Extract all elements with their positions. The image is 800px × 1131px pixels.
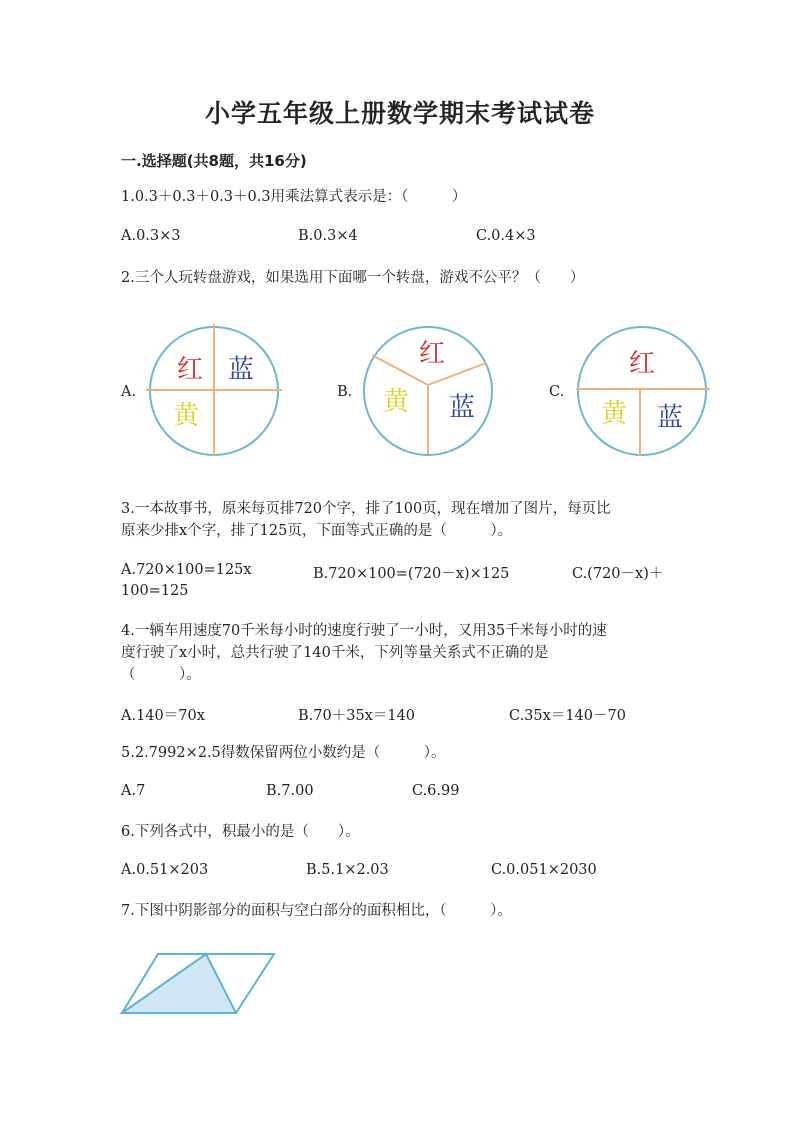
- spinner-b-red-label: 红: [418, 339, 446, 369]
- question-4-stem-line-3: （ ）。: [121, 667, 201, 683]
- spinner-a-red-label: 红: [176, 355, 204, 385]
- question-4-stem-line-1: 4.一辆车用速度70千米每小时的速度行驶了一小时，又用35千米每小时的速: [121, 623, 607, 639]
- question-5-stem: 5.2.7992×2.5得数保留两位小数约是（ ）。: [121, 745, 446, 761]
- spinner-a: [142, 320, 288, 462]
- spinner-c-circle: [578, 327, 706, 455]
- question-3-stem-line-1: 3.一本故事书，原来每页排720个字，排了100页，现在增加了图片，每页比: [121, 501, 611, 517]
- question-2-stem: 2.三个人玩转盘游戏，如果选用下面哪一个转盘，游戏不公平？（ ）: [121, 270, 585, 286]
- question-5-option-b[interactable]: B.7.00: [266, 783, 314, 799]
- spinner-b-yellow-label: 黄: [382, 387, 410, 417]
- spinner-b-label[interactable]: B.: [337, 384, 353, 400]
- spinner-c-red-label: 红: [628, 349, 656, 379]
- question-4-option-b[interactable]: B.70＋35x＝140: [298, 708, 416, 724]
- question-3-option-b[interactable]: B.720×100=(720－x)×125: [313, 566, 510, 582]
- question-4-option-c[interactable]: C.35x＝140－70: [509, 708, 626, 724]
- question-4-stem-line-2: 度行驶了x小时，总共行驶了140千米，下列等量关系式不正确的是: [121, 645, 549, 661]
- spinner-b: [358, 320, 500, 462]
- spinner-a-yellow-label: 黄: [172, 401, 200, 431]
- question-3-option-c[interactable]: C.(720－x)＋: [572, 566, 664, 582]
- spinner-c: [570, 320, 716, 462]
- spinner-c-yellow-label: 黄: [600, 399, 628, 429]
- spinner-c-blue-label: 蓝: [656, 403, 684, 433]
- question-6-option-a[interactable]: A.0.51×203: [121, 862, 209, 878]
- section-heading: 一.选择题(共8题，共16分): [121, 152, 307, 170]
- question-7-stem: 7.下图中阴影部分的面积与空白部分的面积相比，（ ）。: [121, 903, 512, 919]
- question-3-option-a[interactable]: A.720×100=125x: [121, 562, 252, 578]
- parallelogram-figure: [118, 950, 280, 1018]
- page-title: 小学五年级上册数学期末考试试卷: [204, 99, 595, 128]
- question-6-stem: 6.下列各式中，积最小的是（ ）。: [121, 824, 360, 840]
- question-6-option-b[interactable]: B.5.1×2.03: [306, 862, 389, 878]
- question-6-option-c[interactable]: C.0.051×2030: [491, 862, 597, 878]
- question-4-option-a[interactable]: A.140＝70x: [121, 708, 205, 724]
- spinner-a-label[interactable]: A.: [121, 384, 137, 400]
- question-1-stem: 1.0.3＋0.3＋0.3＋0.3用乘法算式表示是：（ ）: [121, 189, 467, 205]
- question-3-stem-line-2: 原来少排x个字，排了125页，下面等式正确的是（ ）。: [121, 523, 513, 539]
- question-5-option-a[interactable]: A.7: [121, 783, 146, 799]
- question-1-option-a[interactable]: A.0.3×3: [121, 228, 181, 244]
- question-1-option-b[interactable]: B.0.3×4: [298, 228, 358, 244]
- question-3-option-c-continued: 100=125: [121, 583, 189, 599]
- spinner-a-blue-label: 蓝: [227, 355, 255, 385]
- question-1-option-c[interactable]: C.0.4×3: [476, 228, 536, 244]
- spinner-b-blue-label: 蓝: [448, 393, 476, 423]
- spinner-c-label[interactable]: C.: [549, 384, 565, 400]
- question-5-option-c[interactable]: C.6.99: [412, 783, 460, 799]
